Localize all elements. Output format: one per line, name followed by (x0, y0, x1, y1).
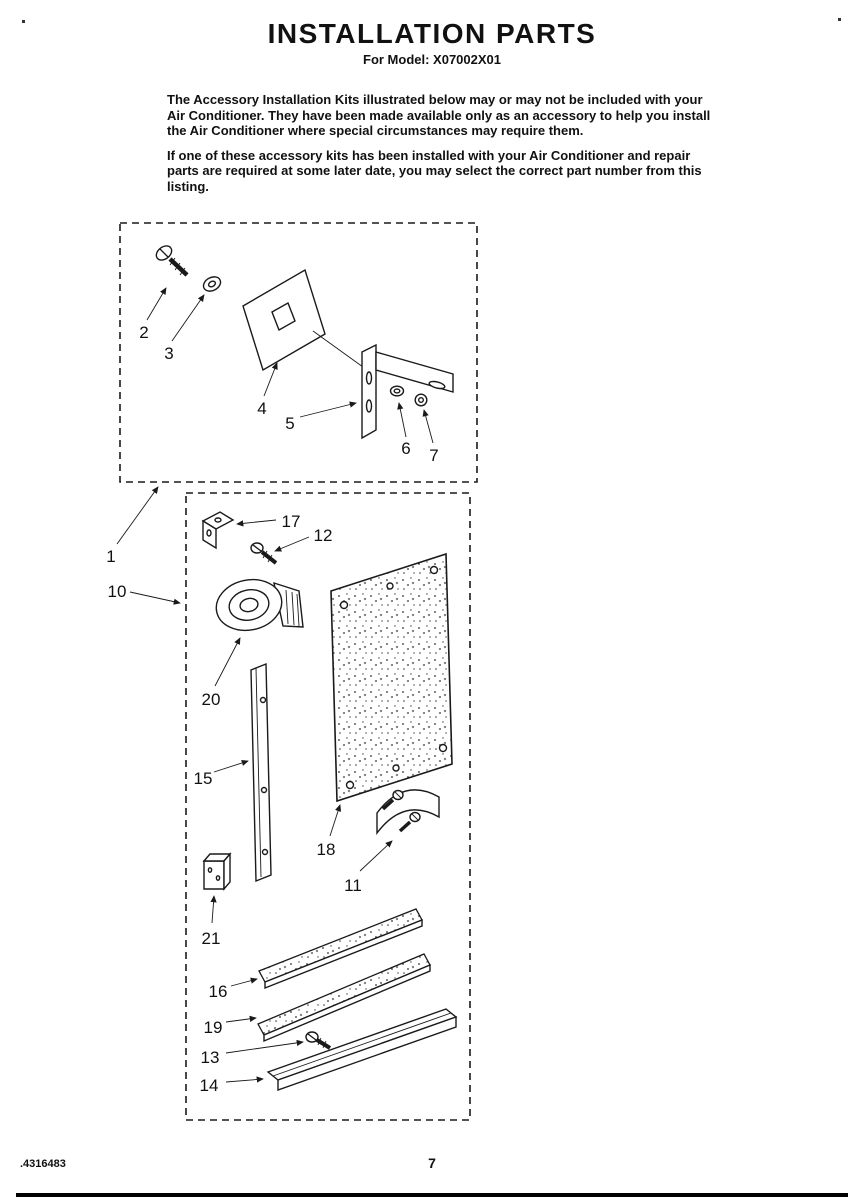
part-number-2: 2 (139, 323, 149, 342)
part-15-channel-illustration (251, 664, 271, 881)
kit10-dashed-box (186, 493, 470, 1120)
part-number-12: 12 (313, 526, 333, 545)
callout-part-20 (202, 638, 240, 709)
part-number-3: 3 (164, 344, 174, 363)
callout-part-19 (204, 1018, 256, 1037)
callout-part-5 (285, 403, 356, 433)
callout-kit-10 (108, 582, 180, 603)
part-11-curved-bracket-illustration (377, 790, 439, 833)
part-number-20: 20 (201, 690, 221, 709)
part-number-21: 21 (201, 929, 221, 948)
part-number-15: 15 (193, 769, 213, 788)
part-number-13: 13 (200, 1048, 220, 1067)
part-number-7: 7 (429, 446, 439, 465)
part-number-14: 14 (199, 1076, 219, 1095)
callout-kit-1 (106, 487, 158, 566)
part-number-4: 4 (257, 399, 267, 418)
callout-part-4 (257, 363, 277, 418)
part-number-11: 11 (344, 876, 362, 895)
part-2-screw-illustration (154, 243, 187, 275)
part-18-panel-illustration (331, 554, 452, 801)
kit-number-10: 10 (107, 582, 127, 601)
part-number-19: 19 (203, 1018, 223, 1037)
bottom-rule (16, 1193, 848, 1197)
callout-part-18 (317, 805, 340, 859)
model-subtitle: For Model: X07002X01 (363, 52, 501, 67)
callout-part-7 (424, 410, 439, 465)
part-number-16: 16 (208, 982, 228, 1001)
page-number: 7 (428, 1155, 436, 1171)
intro-paragraph-2: If one of these accessory kits has been installed with your Air Conditioner and repair parts are required at some later date, you may select the correct part number from this listing. (167, 147, 702, 194)
callout-part-13 (201, 1042, 303, 1067)
part-21-block-illustration (204, 854, 230, 889)
part-5-bracket-illustration (362, 345, 453, 438)
callout-part-3 (164, 295, 204, 363)
kit1-dashed-box (120, 223, 477, 482)
callout-part-16 (209, 979, 257, 1001)
callout-part-12 (275, 526, 332, 551)
part-number-18: 18 (316, 840, 336, 859)
callout-part-6 (399, 403, 411, 458)
part-14-angle-rail-illustration (268, 1009, 456, 1090)
part-7-nut-illustration (415, 394, 427, 406)
callout-part-21 (202, 896, 221, 948)
part-17-angle-bracket-illustration (203, 512, 233, 548)
part-number-17: 17 (281, 512, 301, 531)
part-19-strip-illustration (258, 954, 430, 1041)
callout-part-17 (237, 512, 300, 531)
part-3-washer-illustration (201, 274, 223, 294)
intro-text (167, 92, 712, 203)
intro-paragraph-1: The Accessory Installation Kits illustrated below may or may not be included with your Air Conditioner. They have been made available only as an accessory to help you install the Air Conditioner where special circumstances may require them. (167, 92, 711, 138)
page-title: INSTALLATION PARTS (267, 18, 597, 49)
callout-part-2 (139, 288, 166, 342)
part-6-washer-illustration (391, 386, 404, 396)
callout-part-11 (344, 841, 392, 895)
part-12-screw-illustration (251, 543, 276, 563)
part-13-screw-illustration (306, 1032, 330, 1048)
callout-part-14 (200, 1076, 263, 1095)
part-20-foam-roll-illustration (212, 574, 303, 637)
callout-part-15 (194, 761, 248, 788)
part-number-6: 6 (401, 439, 411, 458)
part-4-plate-illustration (243, 270, 363, 370)
part-number-5: 5 (285, 414, 295, 433)
document-number: .4316483 (20, 1158, 66, 1170)
kit-number-1: 1 (106, 547, 116, 566)
part-16-strip-illustration (259, 909, 422, 988)
